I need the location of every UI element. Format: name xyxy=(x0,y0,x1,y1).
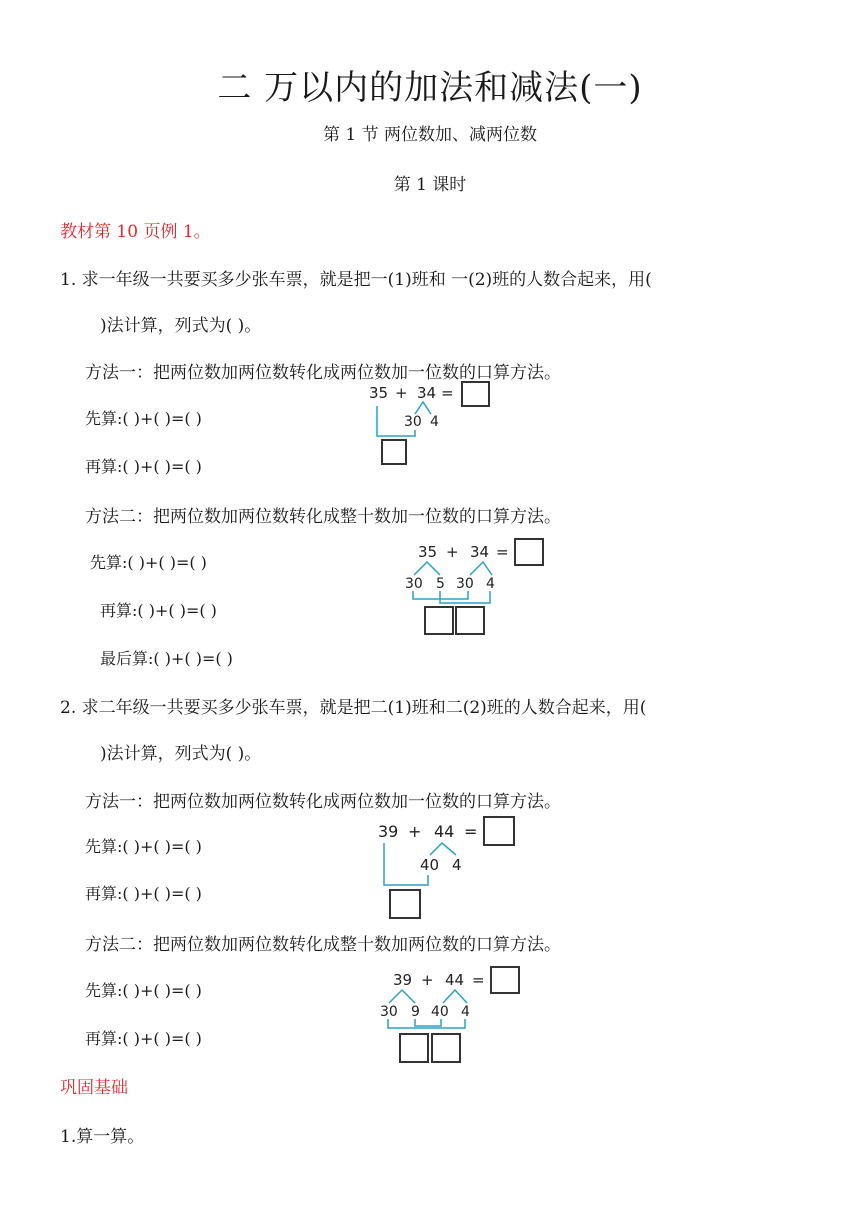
answer-box[interactable] xyxy=(515,539,543,565)
q2-method2: 方法二：把两位数加两位数转化成整十数加两位数的口算方法。 xyxy=(85,935,561,955)
answer-box[interactable] xyxy=(484,817,514,845)
split-line xyxy=(430,843,456,855)
q1-m2-last: 最后算:( )+( )=( ) xyxy=(100,649,233,668)
answer-box[interactable] xyxy=(400,1034,428,1062)
diagram-number: 44 xyxy=(434,822,455,841)
split-line xyxy=(414,562,440,575)
split-number: 4 xyxy=(452,856,462,874)
diagram-number: 44 xyxy=(445,971,465,989)
split-line xyxy=(389,990,415,1003)
q2-diagram2 xyxy=(375,962,527,1068)
q2-method1: 方法一：把两位数加两位数转化成两位数加一位数的口算方法。 xyxy=(85,792,561,812)
split-number: 4 xyxy=(486,576,495,592)
q2-m1-then: 再算:( )+( )=( ) xyxy=(85,884,202,903)
split-line xyxy=(443,990,467,1003)
q1-line1: 1. 求一年级一共要买多少张车票，就是把一(1)班和 一(2)班的人数合起来，用( xyxy=(60,270,652,290)
section-title: 第 1 节 两位数加、减两位数 xyxy=(322,125,538,145)
q2-line2: )法计算，列式为( )。 xyxy=(100,744,262,764)
diagram-number: 39 xyxy=(393,971,413,989)
diagram-operator: + xyxy=(446,543,459,561)
q1-line2: )法计算，列式为( )。 xyxy=(100,316,262,336)
diagram-equals: = xyxy=(441,384,454,402)
answer-box[interactable] xyxy=(462,382,489,406)
q2-m2-first: 先算:( )+( )=( ) xyxy=(85,981,202,1000)
split-number: 30 xyxy=(404,414,422,430)
q2-m1-first: 先算:( )+( )=( ) xyxy=(85,837,202,856)
q2-line1: 2. 求二年级一共要买多少张车票，就是把二(1)班和二(2)班的人数合起来，用( xyxy=(60,698,647,718)
diagram-equals: = xyxy=(496,543,509,561)
answer-box[interactable] xyxy=(425,607,453,634)
q1-m2-then: 再算:( )+( )=( ) xyxy=(100,601,217,620)
bracket-line xyxy=(440,591,490,603)
answer-box[interactable] xyxy=(432,1034,460,1062)
split-number: 40 xyxy=(431,1004,449,1020)
section-consolidate: 巩固基础 xyxy=(60,1078,128,1098)
split-number: 30 xyxy=(456,576,474,592)
lesson-title: 第 1 课时 xyxy=(393,175,467,195)
split-line xyxy=(415,402,431,414)
diagram-operator: + xyxy=(408,822,422,841)
q1-m2-first: 先算:( )+( )=( ) xyxy=(90,553,207,572)
split-number: 40 xyxy=(420,856,440,874)
q2-diagram1 xyxy=(372,813,522,923)
diagram-operator: + xyxy=(421,971,434,989)
diagram-equals: = xyxy=(472,971,485,989)
split-number: 4 xyxy=(461,1004,470,1020)
exercise-1-title: 1.算一算。 xyxy=(60,1127,145,1147)
q1-diagram2 xyxy=(400,535,552,640)
diagram-equals: = xyxy=(464,822,478,841)
diagram-number: 34 xyxy=(417,384,437,402)
q1-m1-then: 再算:( )+( )=( ) xyxy=(85,457,202,476)
q1-method2: 方法二：把两位数加两位数转化成整十数加一位数的口算方法。 xyxy=(85,507,561,527)
split-number: 30 xyxy=(405,576,423,592)
q1-m1-first: 先算:( )+( )=( ) xyxy=(85,409,202,428)
diagram-number: 34 xyxy=(470,543,490,561)
q1-diagram1 xyxy=(365,378,500,470)
answer-box[interactable] xyxy=(491,967,519,993)
q1-method1: 方法一：把两位数加两位数转化成两位数加一位数的口算方法。 xyxy=(85,363,561,383)
split-line xyxy=(470,562,492,575)
answer-box[interactable] xyxy=(382,440,406,464)
textbook-reference: 教材第 10 页例 1。 xyxy=(60,222,211,242)
q2-m2-then: 再算:( )+( )=( ) xyxy=(85,1029,202,1048)
diagram-number: 35 xyxy=(369,384,389,402)
diagram-number: 39 xyxy=(378,822,399,841)
split-number: 9 xyxy=(411,1004,420,1020)
diagram-number: 35 xyxy=(418,543,438,561)
diagram-operator: + xyxy=(395,384,408,402)
split-number: 5 xyxy=(436,576,445,592)
page-title: 二 万以内的加法和减法(一) xyxy=(217,68,643,108)
answer-box[interactable] xyxy=(456,607,484,634)
answer-box[interactable] xyxy=(390,890,420,918)
split-number: 4 xyxy=(430,414,439,430)
split-number: 30 xyxy=(380,1004,398,1020)
bracket-line xyxy=(415,1019,441,1026)
